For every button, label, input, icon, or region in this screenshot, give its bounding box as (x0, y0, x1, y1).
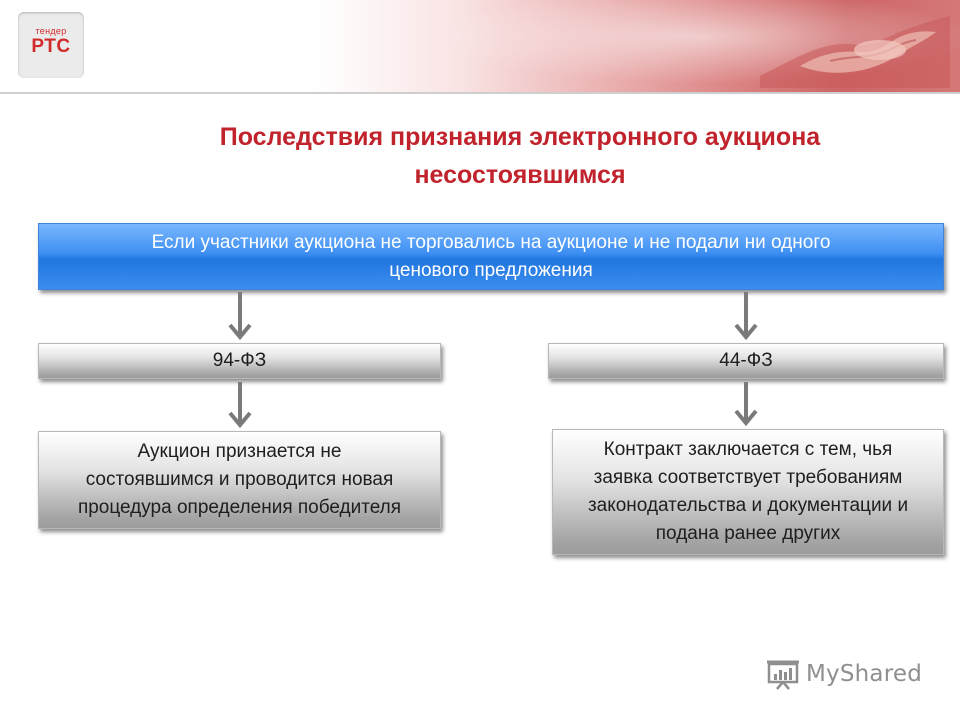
logo-subtitle: тендер (35, 26, 67, 36)
law-44-label: 44-ФЗ (719, 350, 773, 371)
logo-title: РТС (31, 36, 71, 57)
slide-title (120, 118, 920, 194)
outcome-94-text: Аукцион признается не состоявшимся и проводится новая процедура определения победителя (77, 441, 402, 518)
outcome-44-text: Контракт заключается с тем, чья заявка соответствует требованиям законодательства и документации и подана ранее других (587, 439, 909, 544)
law-94-box (38, 343, 441, 379)
presentation-icon (766, 658, 800, 690)
arrow-down-icon (230, 292, 250, 337)
outcome-44-box (552, 429, 944, 555)
condition-box (38, 223, 944, 290)
logo (18, 12, 84, 78)
arrow-down-icon (736, 382, 756, 423)
handshake-icon (760, 6, 950, 88)
slide-title-line2: несостоявшимся (414, 161, 626, 189)
condition-text: Если участники аукциона не торговались на аукционе и не подали ни одного ценового предложения (151, 231, 831, 281)
header-banner (0, 0, 960, 94)
law-44-box (548, 343, 944, 379)
arrow-down-icon (736, 292, 756, 337)
outcome-94-box (38, 431, 441, 529)
slide-title-line1: Последствия признания электронного аукциона (219, 123, 821, 151)
arrow-down-icon (230, 382, 250, 425)
law-94-label: 94-ФЗ (212, 350, 267, 371)
watermark (766, 656, 922, 692)
watermark-text: MyShared (806, 661, 923, 687)
